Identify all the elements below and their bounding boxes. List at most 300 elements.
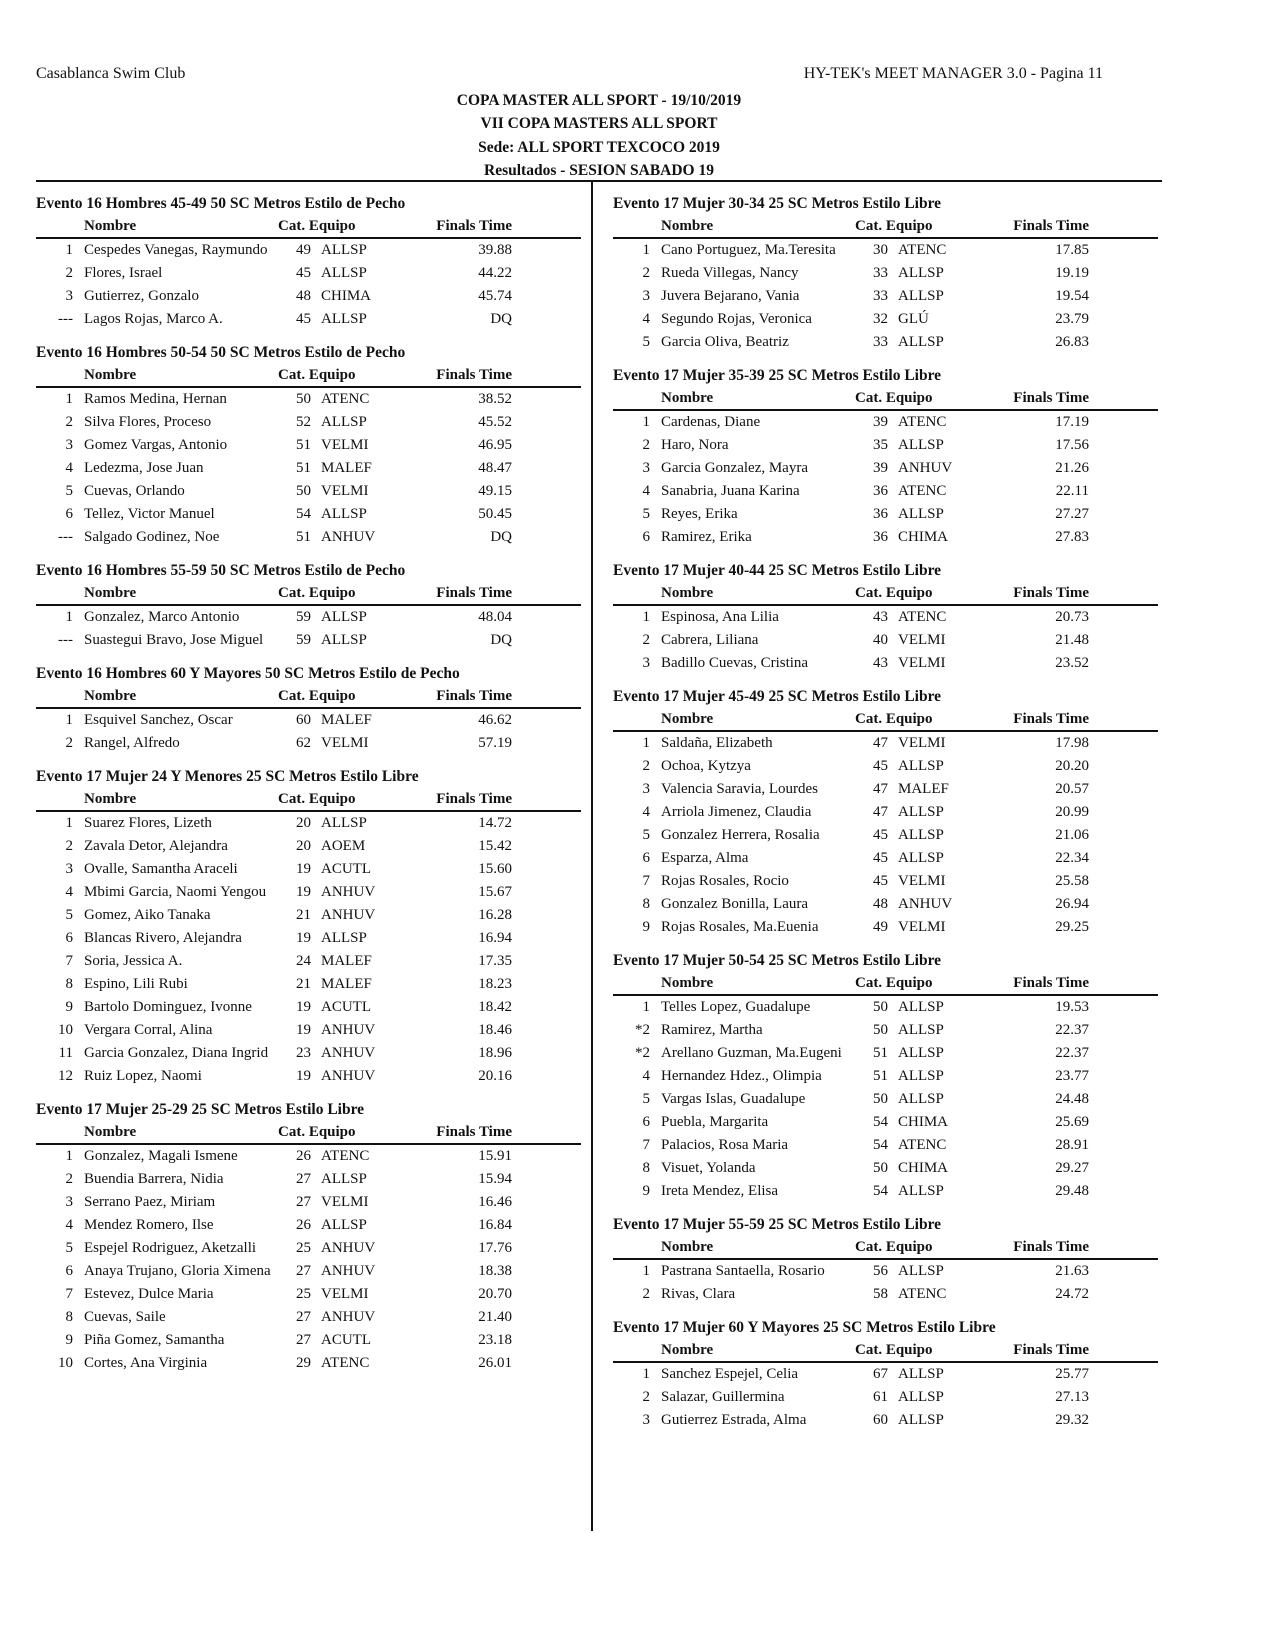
age-category: 39 xyxy=(873,460,888,476)
team-code: ANHUV xyxy=(898,460,953,476)
age-category: 39 xyxy=(873,414,888,430)
finals-time: 18.23 xyxy=(478,976,512,992)
place: 2 xyxy=(65,265,73,281)
header-divider xyxy=(36,180,1162,182)
team-code: CHIMA xyxy=(898,1114,949,1130)
result-row xyxy=(36,904,581,927)
event-section xyxy=(36,559,581,652)
team-code: ALLSP xyxy=(898,1091,944,1107)
team-code: ALLSP xyxy=(321,311,367,327)
swimmer-name: Gomez Vargas, Antonio xyxy=(84,437,228,453)
finals-time: 20.20 xyxy=(1055,758,1089,774)
swimmer-name: Rangel, Alfredo xyxy=(84,735,180,751)
age-category: 33 xyxy=(873,288,888,304)
place: 2 xyxy=(65,838,73,854)
swimmer-name: Cortes, Ana Virginia xyxy=(84,1355,208,1371)
place: 2 xyxy=(65,1171,73,1187)
place: 4 xyxy=(642,483,650,499)
swimmer-name: Espino, Lili Rubi xyxy=(84,976,188,992)
result-row xyxy=(36,1145,581,1168)
swimmer-name: Suarez Flores, Lizeth xyxy=(84,815,212,831)
place: 8 xyxy=(642,1160,650,1176)
place: 9 xyxy=(65,999,73,1015)
results-header xyxy=(613,709,1158,732)
event-title: Evento 16 Hombres 60 Y Mayores 50 SC Metros Estilo de Pecho xyxy=(36,665,460,682)
header-name: Nombre xyxy=(661,585,714,601)
swimmer-name: Rivas, Clara xyxy=(661,1286,736,1302)
team-code: ACUTL xyxy=(321,861,371,877)
place: 1 xyxy=(642,1263,650,1279)
event-section xyxy=(36,192,581,331)
team-code: ACUTL xyxy=(321,999,371,1015)
place: *2 xyxy=(635,1022,650,1038)
swimmer-name: Saldaña, Elizabeth xyxy=(661,735,773,751)
header-cat-team: Cat. Equipo xyxy=(855,218,933,234)
result-row xyxy=(613,1019,1158,1042)
header-cat-team: Cat. Equipo xyxy=(278,218,356,234)
meet-subtitle: VII COPA MASTERS ALL SPORT xyxy=(480,115,718,133)
result-row xyxy=(36,388,581,411)
result-row xyxy=(36,1065,581,1088)
age-category: 45 xyxy=(873,850,888,866)
place: 6 xyxy=(65,506,73,522)
team-code: VELMI xyxy=(321,1286,369,1302)
finals-time: 22.37 xyxy=(1055,1022,1089,1038)
age-category: 40 xyxy=(873,632,888,648)
place: 7 xyxy=(65,1286,73,1302)
place: 1 xyxy=(65,242,73,258)
swimmer-name: Blancas Rivero, Alejandra xyxy=(84,930,242,946)
team-code: ATENC xyxy=(321,1148,370,1164)
finals-time: 23.52 xyxy=(1055,655,1089,671)
age-category: 59 xyxy=(296,632,311,648)
team-code: ATENC xyxy=(898,414,947,430)
header-finals-time: Finals Time xyxy=(1013,711,1089,727)
swimmer-name: Flores, Israel xyxy=(84,265,163,281)
header-cat-team: Cat. Equipo xyxy=(278,688,356,704)
place: 7 xyxy=(642,1137,650,1153)
swimmer-name: Garcia Gonzalez, Diana Ingrid xyxy=(84,1045,269,1061)
age-category: 21 xyxy=(296,976,311,992)
place: 5 xyxy=(642,334,650,350)
result-row xyxy=(613,1088,1158,1111)
team-code: ATENC xyxy=(321,391,370,407)
finals-time: 17.98 xyxy=(1055,735,1089,751)
finals-time: 44.22 xyxy=(478,265,512,281)
finals-time: 17.85 xyxy=(1055,242,1089,258)
place: 5 xyxy=(642,827,650,843)
swimmer-name: Ruiz Lopez, Naomi xyxy=(84,1068,202,1084)
place: 1 xyxy=(642,609,650,625)
age-category: 47 xyxy=(873,781,888,797)
age-category: 20 xyxy=(296,838,311,854)
team-code: MALEF xyxy=(321,712,372,728)
team-code: ALLSP xyxy=(898,506,944,522)
swimmer-name: Sanabria, Juana Karina xyxy=(661,483,800,499)
result-row xyxy=(36,1019,581,1042)
age-category: 35 xyxy=(873,437,888,453)
team-code: ALLSP xyxy=(321,1217,367,1233)
swimmer-name: Badillo Cuevas, Cristina xyxy=(661,655,809,671)
team-code: ALLSP xyxy=(898,288,944,304)
swimmer-name: Juvera Bejarano, Vania xyxy=(661,288,800,304)
age-category: 20 xyxy=(296,815,311,831)
result-row xyxy=(613,1065,1158,1088)
header-finals-time: Finals Time xyxy=(1013,975,1089,991)
event-title: Evento 17 Mujer 50-54 25 SC Metros Estilo Libre xyxy=(613,952,942,969)
club-name: Casablanca Swim Club xyxy=(36,65,186,82)
place: 2 xyxy=(642,1389,650,1405)
result-row xyxy=(613,996,1158,1019)
age-category: 45 xyxy=(296,311,311,327)
result-row xyxy=(613,1386,1158,1409)
swimmer-name: Reyes, Erika xyxy=(661,506,738,522)
swimmer-name: Mendez Romero, Ilse xyxy=(84,1217,214,1233)
swimmer-name: Ireta Mendez, Elisa xyxy=(661,1183,779,1199)
finals-time: 25.58 xyxy=(1055,873,1089,889)
session-title: Resultados - SESION SABADO 19 xyxy=(484,161,714,179)
column-divider xyxy=(591,181,593,1531)
result-row xyxy=(613,801,1158,824)
swimmer-name: Gonzalez, Marco Antonio xyxy=(84,609,240,625)
age-category: 19 xyxy=(296,930,311,946)
header-name: Nombre xyxy=(661,975,714,991)
swimmer-name: Pastrana Santaella, Rosario xyxy=(661,1263,825,1279)
finals-time: DQ xyxy=(490,632,512,648)
header-cat-team: Cat. Equipo xyxy=(855,390,933,406)
finals-time: 20.16 xyxy=(478,1068,512,1084)
finals-time: 18.38 xyxy=(478,1263,512,1279)
result-row xyxy=(613,847,1158,870)
place: 10 xyxy=(58,1022,73,1038)
finals-time: 29.32 xyxy=(1055,1412,1089,1428)
team-code: MALEF xyxy=(321,953,372,969)
result-row xyxy=(36,950,581,973)
result-row xyxy=(613,778,1158,801)
place: 4 xyxy=(642,1068,650,1084)
header-finals-time: Finals Time xyxy=(436,1124,512,1140)
finals-time: 15.91 xyxy=(478,1148,512,1164)
place: 5 xyxy=(65,907,73,923)
result-row xyxy=(613,1111,1158,1134)
result-row xyxy=(36,308,581,331)
swimmer-name: Buendia Barrera, Nidia xyxy=(84,1171,224,1187)
result-row xyxy=(36,1352,581,1375)
team-code: ATENC xyxy=(321,1355,370,1371)
swimmer-name: Zavala Detor, Alejandra xyxy=(84,838,228,854)
place: 1 xyxy=(65,609,73,625)
place: 3 xyxy=(65,1194,73,1210)
finals-time: 18.96 xyxy=(478,1045,512,1061)
place: 9 xyxy=(642,1183,650,1199)
place: 3 xyxy=(642,460,650,476)
finals-time: 16.46 xyxy=(478,1194,512,1210)
header-finals-time: Finals Time xyxy=(1013,585,1089,601)
team-code: ALLSP xyxy=(898,334,944,350)
swimmer-name: Rojas Rosales, Ma.Euenia xyxy=(661,919,819,935)
finals-time: 29.48 xyxy=(1055,1183,1089,1199)
finals-time: 15.60 xyxy=(478,861,512,877)
header-name: Nombre xyxy=(84,585,137,601)
finals-time: 16.28 xyxy=(478,907,512,923)
header-name: Nombre xyxy=(84,791,137,807)
result-row xyxy=(613,411,1158,434)
finals-time: 29.27 xyxy=(1055,1160,1089,1176)
swimmer-name: Esquivel Sanchez, Oscar xyxy=(84,712,233,728)
age-category: 25 xyxy=(296,1286,311,1302)
software-page-label: HY-TEK's MEET MANAGER 3.0 - Pagina 11 xyxy=(803,65,1103,82)
team-code: ALLSP xyxy=(898,1068,944,1084)
age-category: 51 xyxy=(296,437,311,453)
header-cat-team: Cat. Equipo xyxy=(855,1342,933,1358)
finals-time: 23.77 xyxy=(1055,1068,1089,1084)
team-code: MALEF xyxy=(321,460,372,476)
finals-time: 46.95 xyxy=(478,437,512,453)
place: 3 xyxy=(642,1412,650,1428)
swimmer-name: Tellez, Victor Manuel xyxy=(84,506,215,522)
age-category: 47 xyxy=(873,804,888,820)
swimmer-name: Sanchez Espejel, Celia xyxy=(661,1366,799,1382)
age-category: 59 xyxy=(296,609,311,625)
age-category: 26 xyxy=(296,1217,311,1233)
event-section xyxy=(613,364,1158,549)
header-cat-team: Cat. Equipo xyxy=(855,1239,933,1255)
age-category: 50 xyxy=(873,1091,888,1107)
result-row xyxy=(36,1329,581,1352)
finals-time: 17.76 xyxy=(478,1240,512,1256)
place: 1 xyxy=(642,1366,650,1382)
age-category: 61 xyxy=(873,1389,888,1405)
team-code: ALLSP xyxy=(321,265,367,281)
team-code: ALLSP xyxy=(898,758,944,774)
finals-time: 39.88 xyxy=(478,242,512,258)
place: 4 xyxy=(642,311,650,327)
result-row xyxy=(36,457,581,480)
finals-time: 38.52 xyxy=(478,391,512,407)
place: 2 xyxy=(642,1286,650,1302)
age-category: 54 xyxy=(296,506,311,522)
result-row xyxy=(36,434,581,457)
age-category: 45 xyxy=(873,758,888,774)
age-category: 27 xyxy=(296,1171,311,1187)
header-finals-time: Finals Time xyxy=(436,367,512,383)
age-category: 26 xyxy=(296,1148,311,1164)
finals-time: 17.35 xyxy=(478,953,512,969)
age-category: 45 xyxy=(873,827,888,843)
finals-time: 18.42 xyxy=(478,999,512,1015)
finals-time: 21.06 xyxy=(1055,827,1089,843)
age-category: 52 xyxy=(296,414,311,430)
finals-time: 21.40 xyxy=(478,1309,512,1325)
swimmer-name: Ochoa, Kytzya xyxy=(661,758,751,774)
age-category: 19 xyxy=(296,1022,311,1038)
swimmer-name: Hernandez Hdez., Olimpia xyxy=(661,1068,822,1084)
finals-time: 17.19 xyxy=(1055,414,1089,430)
finals-time: 24.72 xyxy=(1055,1286,1089,1302)
meet-titles xyxy=(36,89,1162,182)
team-code: VELMI xyxy=(321,1194,369,1210)
place: 1 xyxy=(65,391,73,407)
swimmer-name: Arellano Guzman, Ma.Eugeni xyxy=(661,1045,842,1061)
place: 9 xyxy=(642,919,650,935)
age-category: 54 xyxy=(873,1137,888,1153)
header-finals-time: Finals Time xyxy=(1013,390,1089,406)
result-row xyxy=(36,709,581,732)
result-row xyxy=(36,1042,581,1065)
result-row xyxy=(613,331,1158,354)
result-row xyxy=(36,881,581,904)
team-code: ALLSP xyxy=(321,242,367,258)
age-category: 48 xyxy=(296,288,311,304)
team-code: ANHUV xyxy=(321,529,376,545)
age-category: 33 xyxy=(873,265,888,281)
finals-time: 15.67 xyxy=(478,884,512,900)
team-code: ANHUV xyxy=(321,884,376,900)
age-category: 36 xyxy=(873,506,888,522)
team-code: ALLSP xyxy=(898,1389,944,1405)
team-code: CHIMA xyxy=(898,529,949,545)
swimmer-name: Gonzalez, Magali Ismene xyxy=(84,1148,238,1164)
team-code: ANHUV xyxy=(321,907,376,923)
finals-time: 25.69 xyxy=(1055,1114,1089,1130)
event-title: Evento 17 Mujer 25-29 25 SC Metros Estilo Libre xyxy=(36,1101,365,1118)
age-category: 27 xyxy=(296,1194,311,1210)
result-row xyxy=(36,1191,581,1214)
results-header xyxy=(613,1340,1158,1363)
team-code: ALLSP xyxy=(898,1366,944,1382)
age-category: 29 xyxy=(296,1355,311,1371)
finals-time: 22.34 xyxy=(1055,850,1089,866)
header-cat-team: Cat. Equipo xyxy=(855,711,933,727)
event-title: Evento 16 Hombres 45-49 50 SC Metros Estilo de Pecho xyxy=(36,195,406,212)
swimmer-name: Lagos Rojas, Marco A. xyxy=(84,311,223,327)
place: 6 xyxy=(642,1114,650,1130)
place: 8 xyxy=(642,896,650,912)
swimmer-name: Estevez, Dulce Maria xyxy=(84,1286,214,1302)
age-category: 27 xyxy=(296,1332,311,1348)
result-row xyxy=(36,732,581,755)
finals-time: 21.26 xyxy=(1055,460,1089,476)
header-finals-time: Finals Time xyxy=(1013,1342,1089,1358)
place: 2 xyxy=(642,632,650,648)
swimmer-name: Puebla, Margarita xyxy=(661,1114,769,1130)
swimmer-name: Rojas Rosales, Rocio xyxy=(661,873,789,889)
place: 3 xyxy=(65,861,73,877)
event-section xyxy=(613,949,1158,1203)
finals-time: 17.56 xyxy=(1055,437,1089,453)
header-cat-team: Cat. Equipo xyxy=(278,791,356,807)
place: 12 xyxy=(58,1068,73,1084)
team-code: VELMI xyxy=(898,735,946,751)
swimmer-name: Soria, Jessica A. xyxy=(84,953,183,969)
header-name: Nombre xyxy=(84,688,137,704)
results-header xyxy=(613,1237,1158,1260)
event-title: Evento 17 Mujer 40-44 25 SC Metros Estilo Libre xyxy=(613,562,942,579)
team-code: MALEF xyxy=(321,976,372,992)
team-code: VELMI xyxy=(321,437,369,453)
swimmer-name: Bartolo Dominguez, Ivonne xyxy=(84,999,252,1015)
result-row xyxy=(36,973,581,996)
result-row xyxy=(613,526,1158,549)
age-category: 27 xyxy=(296,1309,311,1325)
age-category: 27 xyxy=(296,1263,311,1279)
place: 3 xyxy=(642,288,650,304)
place: 1 xyxy=(65,815,73,831)
age-category: 24 xyxy=(296,953,311,969)
place: 1 xyxy=(65,1148,73,1164)
finals-time: 50.45 xyxy=(478,506,512,522)
result-row xyxy=(613,308,1158,331)
place: 4 xyxy=(65,884,73,900)
swimmer-name: Ramirez, Martha xyxy=(661,1022,763,1038)
swimmer-name: Espinosa, Ana Lilia xyxy=(661,609,779,625)
team-code: ALLSP xyxy=(321,414,367,430)
event-section xyxy=(613,685,1158,939)
age-category: 48 xyxy=(873,896,888,912)
header-cat-team: Cat. Equipo xyxy=(278,1124,356,1140)
finals-time: 19.53 xyxy=(1055,999,1089,1015)
event-title: Evento 16 Hombres 50-54 50 SC Metros Estilo de Pecho xyxy=(36,344,406,361)
finals-time: 27.27 xyxy=(1055,506,1089,522)
place: 6 xyxy=(642,850,650,866)
header-finals-time: Finals Time xyxy=(436,791,512,807)
place: 10 xyxy=(58,1355,73,1371)
result-row xyxy=(36,1237,581,1260)
age-category: 49 xyxy=(296,242,311,258)
team-code: ATENC xyxy=(898,242,947,258)
finals-time: 25.77 xyxy=(1055,1366,1089,1382)
header-name: Nombre xyxy=(661,218,714,234)
result-row xyxy=(36,835,581,858)
team-code: ATENC xyxy=(898,1286,947,1302)
team-code: ALLSP xyxy=(321,930,367,946)
event-section xyxy=(613,559,1158,675)
swimmer-name: Esparza, Alma xyxy=(661,850,749,866)
age-category: 50 xyxy=(873,1160,888,1176)
swimmer-name: Telles Lopez, Guadalupe xyxy=(661,999,811,1015)
team-code: ANHUV xyxy=(898,896,953,912)
result-row xyxy=(613,239,1158,262)
swimmer-name: Gonzalez Herrera, Rosalia xyxy=(661,827,820,843)
result-row xyxy=(613,755,1158,778)
swimmer-name: Suastegui Bravo, Jose Miguel xyxy=(84,632,264,648)
age-category: 51 xyxy=(873,1045,888,1061)
finals-time: 46.62 xyxy=(478,712,512,728)
result-row xyxy=(36,480,581,503)
right-column xyxy=(613,192,1158,1442)
finals-time: 26.94 xyxy=(1055,896,1089,912)
place: 6 xyxy=(65,930,73,946)
team-code: VELMI xyxy=(321,483,369,499)
result-row xyxy=(613,732,1158,755)
team-code: ALLSP xyxy=(321,1171,367,1187)
team-code: ALLSP xyxy=(321,632,367,648)
finals-time: 45.74 xyxy=(478,288,512,304)
results-header xyxy=(36,583,581,606)
team-code: ALLSP xyxy=(321,506,367,522)
finals-time: 18.46 xyxy=(478,1022,512,1038)
result-row xyxy=(613,285,1158,308)
swimmer-name: Ramos Medina, Hernan xyxy=(84,391,227,407)
finals-time: 26.83 xyxy=(1055,334,1089,350)
finals-time: 48.04 xyxy=(478,609,512,625)
place: 2 xyxy=(65,735,73,751)
finals-time: 19.19 xyxy=(1055,265,1089,281)
age-category: 50 xyxy=(873,999,888,1015)
place: 3 xyxy=(642,781,650,797)
event-title: Evento 17 Mujer 55-59 25 SC Metros Estilo Libre xyxy=(613,1216,942,1233)
swimmer-name: Cano Portuguez, Ma.Teresita xyxy=(661,242,836,258)
